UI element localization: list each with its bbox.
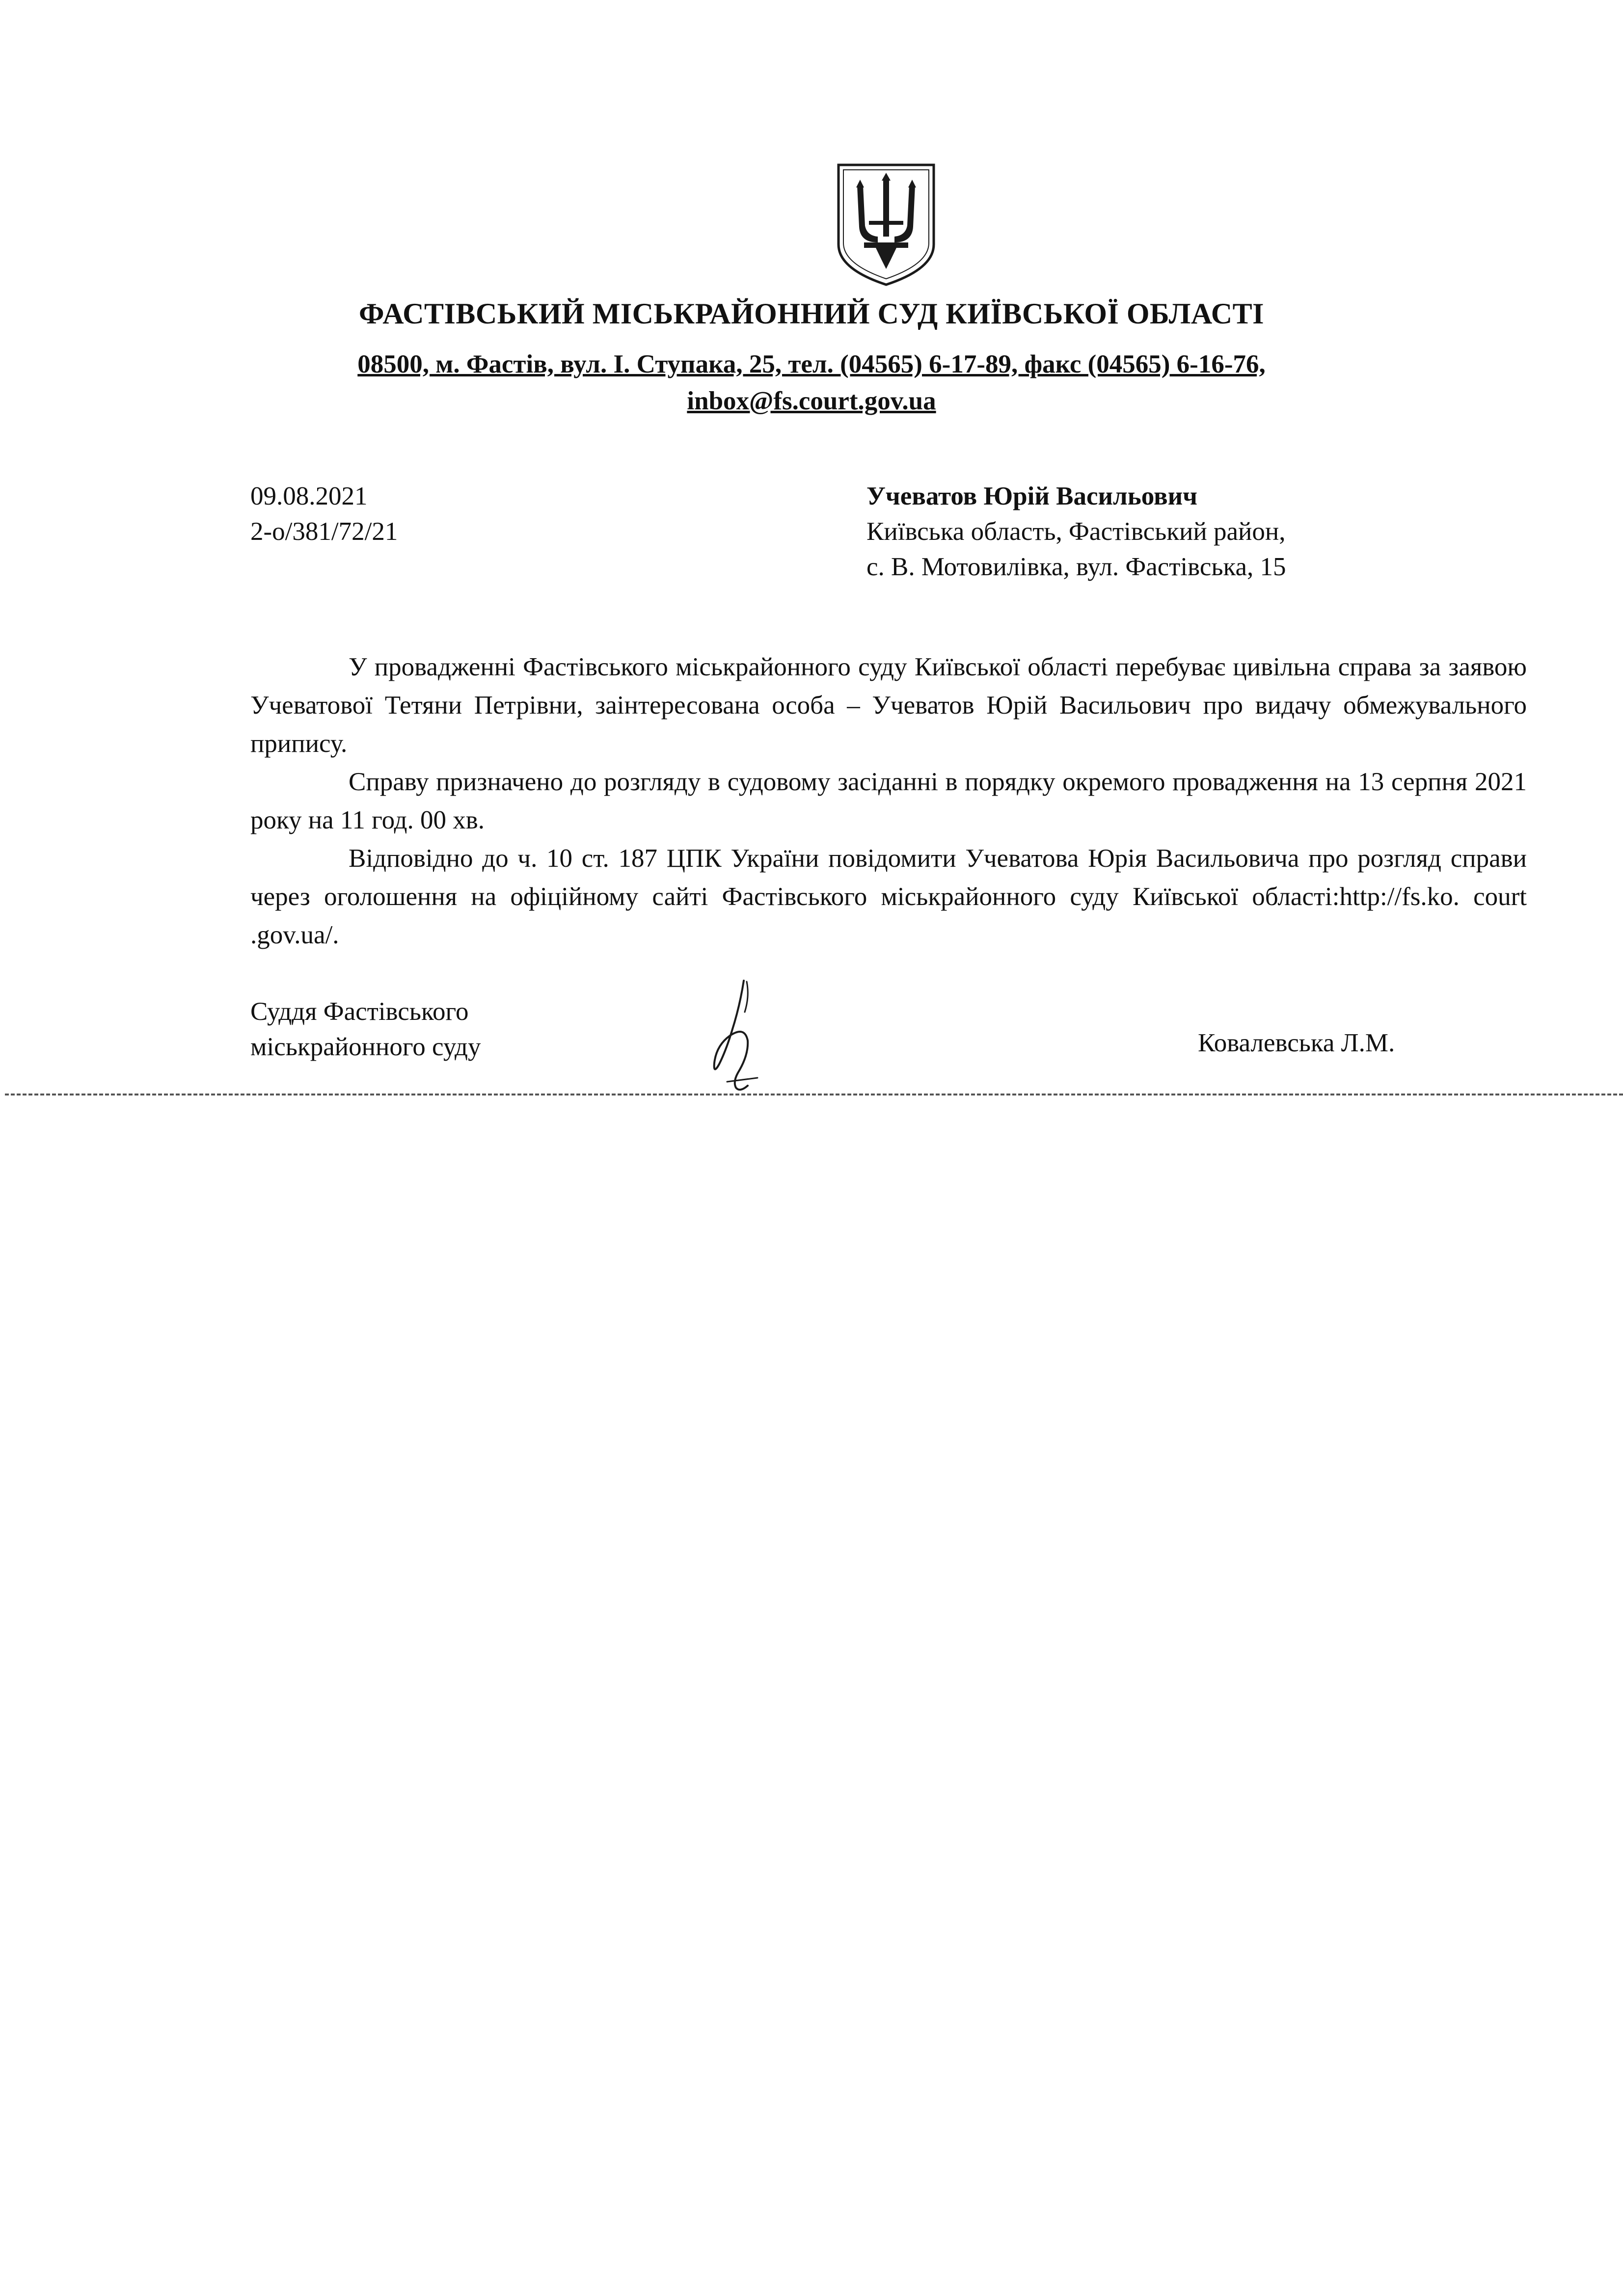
handwritten-signature xyxy=(685,977,783,1095)
body-paragraph: У провадженні Фастівського міськрайонного суду Київської області перебуває цивільна справа за заявою Учеватової Тетяни Петрівни, заінтересована особа – Учеватов Юрій Васильович про видачу обмежувального припису. xyxy=(250,653,1527,758)
court-name: ФАСТІВСЬКИЙ МІСЬКРАЙОННИЙ СУД КИЇВСЬКОЇ ОБЛАСТІ xyxy=(359,297,1264,330)
tear-line xyxy=(5,1094,1623,1095)
notice-body xyxy=(250,648,1527,954)
document-date: 09.08.2021 xyxy=(250,482,368,510)
court-email: inbox@fs.court.gov.ua xyxy=(687,387,936,415)
document-meta xyxy=(250,479,398,549)
judge-title xyxy=(250,994,481,1065)
addressee-name: Учеватов Юрій Васильович xyxy=(866,482,1198,510)
judge-title-line-1: Суддя Фастівського xyxy=(250,997,469,1026)
court-address: 08500, м. Фастів, вул. І. Ступака, 25, тел. (04565) 6-17-89, факс (04565) 6-16-76, xyxy=(357,350,1266,378)
body-paragraph: Відповідно до ч. 10 ст. 187 ЦПК України повідомити Учеватова Юрія Васильовича про розгляд справи через оголошення на офіційному сайті Фастівського міськрайонного суду Київської області:http://fs.ko. court .gov.ua/. xyxy=(250,844,1527,949)
case-number: 2-о/381/72/21 xyxy=(250,517,398,546)
body-paragraph: Справу призначено до розгляду в судовому засіданні в порядку окремого провадження на 13 серпня 2021 року на 11 год. 00 хв. xyxy=(250,768,1527,834)
judge-title-line-2: міськрайонного суду xyxy=(250,1033,481,1061)
addressee-block xyxy=(866,479,1286,585)
addressee-address-line-2: с. В. Мотовилівка, вул. Фастівська, 15 xyxy=(866,553,1286,581)
coat-of-arms-icon xyxy=(835,162,938,287)
signer-name: Ковалевська Л.М. xyxy=(1198,1029,1395,1057)
addressee-address-line-1: Київська область, Фастівський район, xyxy=(866,517,1286,546)
